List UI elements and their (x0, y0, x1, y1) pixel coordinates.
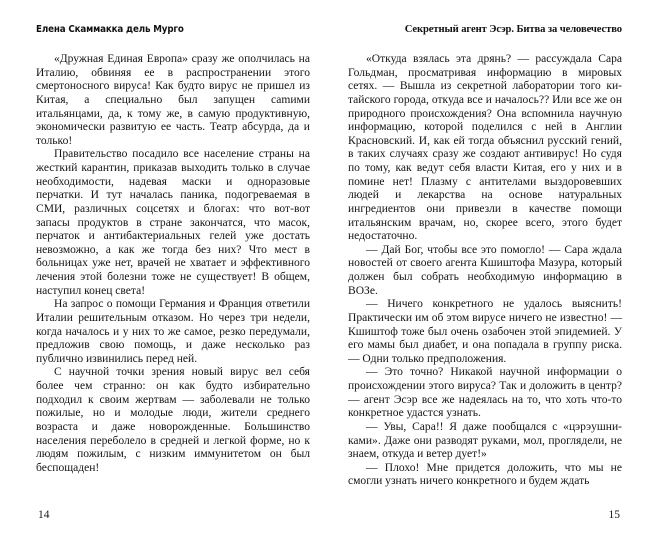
paragraph: На запрос о помощи Германия и Франция ответили Италии решительным отказом. Но через три недели, когда началось и у них то же самое, резко передумали, предложив свою помощь, и даже несколько раз публично извинились перед ней. (36, 298, 310, 365)
paragraph: «Дружная Единая Европа» сразу же ополчилась на Италию, обвиняя ее в распространении этого смертоносного вируса! Как будто вирус не пришел из Китая, а специально был запущен саmими итальянцами, да, к тому же, в самую продуктивную, экономически развитую ее часть. Театр абсурда, да и только! (36, 53, 310, 147)
paragraph: — Ничего конкретного не удалось выяснить! Практически им об этом вирусе ничего не известно! — Кшиштоф тоже был очень озабочен этой эпидемией. У его мамы был диабет, и она попадала в группу риска. — Одни только предположения. (348, 298, 622, 365)
paragraph: — Это точно? Никакой научной информации о происхождении этого вируса? Так и доложить в центр? — агент Эсэр все же надеялась на то, что хоть что-то конкретное удастся узнать. (348, 366, 622, 420)
paragraph: Правительство посадило все население страны на жесткий карантин, приказав выходить только в случае необходимости, надевая маски и одноразовые перчатки. И тут началась паника, подогреваемая в СМИ, различных соцсетях и блогах: что вот-вот запасы продуктов в стране закончатся, что масок, перчаток и антибактериальных гелей уже достать невозможно, а как же тогда без них? Что мест в больницах уже нет, врачей не хватает и эффективного лечения этой болезни тоже не существует! В общем, наступил конец света! (36, 148, 310, 297)
paragraph: — Плохо! Мне придется доложить, что мы не смогли узнать ничего конкретного и будем ждать (348, 461, 622, 488)
page-left-body (36, 53, 310, 475)
paragraph: — Дай Бог, чтобы все это помогло! — Сара ждала новостей от своего агента Кшиштофа Мазура, который должен был собрать необходимую информацию в ВОЗе. (348, 243, 622, 297)
paragraph: «Откуда взялась эта дрянь? — рассуждала Сара Гольдман, просматривая информацию в мировых сетях. — Вышла из секретной лаборатории того китайского города, откуда все и началось?? Или все же он природного происхождения? Она вспомнила научную информацию, которой поделился с ней в Англии Красновский. И, как ей тогда объяснил русский гений, в таких случаях сразу же создают антивирус! Но судя по тому, как ведут себя власти Китая, его у них и в помине нет! Плазму с антителами выздоровевших людей и лекарства на основе натуральных ингредиентов они привезли в качестве помощи итальянским врачам, но, скорее всего, этого будет недостаточно. (348, 53, 622, 243)
running-head-author: Елена Скаммакка дель Мурго (36, 24, 184, 35)
page-right-body (348, 53, 622, 489)
paragraph: С научной точки зрения новый вирус вел себя более чем странно: он как будто избирательно подходил к своим жертвам — заболевали не только пожилые, но и молодые люди, жители среднего возраста и даже новорожденные. Большинство населения переболело в средней и легкой форме, но к людям пожилым, с низким иммунитетом он был беспощаден! (36, 366, 310, 474)
paragraph: — Увы, Сара!! Я даже пообщался с «цэрэушниками». Даже они разводят руками, мол, проглядели, не знаем, откуда и ветер дует!» (348, 420, 622, 461)
page-right (329, 0, 658, 540)
running-head-title: Секретный агент Эсэр. Битва за человечество (404, 24, 622, 35)
page-number-left: 14 (38, 509, 50, 521)
page-number-right: 15 (608, 509, 620, 521)
